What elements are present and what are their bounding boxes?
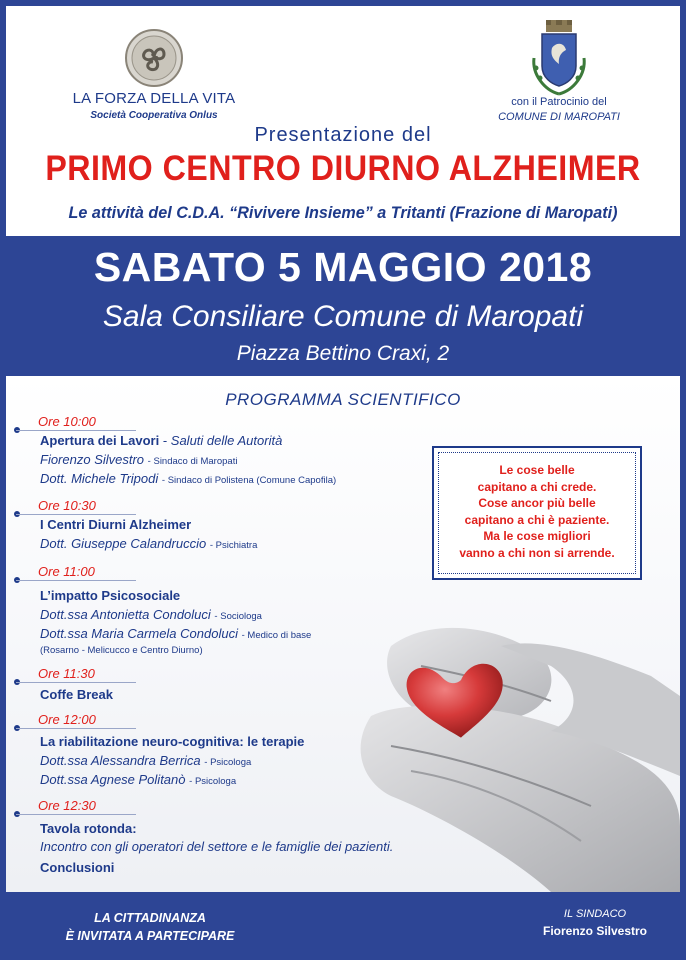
speaker-role: Psichiatra [215, 540, 258, 551]
speaker-role: Sociologa [220, 611, 262, 622]
quote-text [438, 452, 636, 574]
mayor-name: Fiorenzo Silvestro [542, 924, 648, 938]
slot-note: (Rosarno - Melicucco e Centro Diurno) [40, 645, 203, 656]
speaker: Dott.ssa Agnese Politanò - Psicologa [40, 772, 237, 787]
slot-detail: Incontro con gli operatori del settore e le famiglie dei pazienti. [40, 839, 394, 854]
speaker-name: Dott.ssa Alessandra Berrica [40, 753, 201, 768]
mayor-title: IL SINDACO [563, 908, 627, 920]
speaker: Fiorenzo Silvestro - Sindaco di Maropati [40, 452, 238, 467]
speaker: Dott. Giuseppe Calandruccio - Psichiatra [40, 536, 258, 551]
quote-line: Cose ancor più belle [478, 496, 596, 510]
quote-line: vanno a chi non si arrende. [459, 545, 615, 560]
hands-holding-heart-image [351, 606, 680, 892]
patronage-line1: con il Patrocinio del [511, 96, 607, 108]
invitation [40, 909, 260, 945]
page-title: PRIMO CENTRO DIURNO ALZHEIMER [45, 149, 641, 188]
slot-time: Ore 10:30 [38, 498, 96, 513]
speaker: Dott. Michele Tripodi - Sindaco di Polistena (Comune Capofila) [40, 471, 337, 486]
divider [16, 682, 136, 683]
slot-topic: Coffe Break [40, 687, 113, 702]
slot-time: Ore 12:30 [38, 798, 96, 813]
divider [16, 514, 136, 515]
slot-topic-line: Apertura dei Lavori - Saluti delle Autorità [40, 433, 283, 448]
event-address: Piazza Bettino Craxi, 2 [236, 342, 450, 365]
patronage-line2: COMUNE DI MAROPATI [498, 111, 620, 123]
org-subtitle: Società Cooperativa Onlus [90, 110, 218, 121]
slot-topic: Apertura dei Lavori [40, 433, 160, 448]
slot-topic: I Centri Diurni Alzheimer [40, 517, 192, 532]
slot-topic: L’impatto Psicosociale [40, 588, 181, 603]
program-panel [6, 376, 680, 892]
slot-time: Ore 11:00 [38, 564, 95, 579]
program-title: PROGRAMMA SCIENTIFICO [225, 390, 461, 409]
speaker-role: Sindaco di Polistena (Comune Capofila) [167, 475, 337, 486]
divider [16, 814, 136, 815]
page-subtitle: Le attività del C.D.A. “Rivivere Insieme” a Tritanti (Frazione di Maropati) [68, 203, 618, 222]
triskelion-logo-icon [124, 28, 184, 88]
quote-line: capitano a chi è paziente. [464, 512, 610, 527]
divider [16, 430, 136, 431]
slot-closing: Conclusioni [40, 860, 115, 875]
speaker-name: Dott. Michele Tripodi [40, 471, 159, 486]
event-venue: Sala Consiliare Comune di Maropati [102, 300, 584, 333]
divider [16, 580, 136, 581]
speaker-name: Dott.ssa Antonietta Condoluci [40, 607, 211, 622]
quote-line: capitano a chi crede. [477, 479, 597, 494]
municipal-crest-icon [526, 18, 592, 100]
slot-topic-note: Saluti delle Autorità [170, 433, 283, 448]
speaker-role: Psicologa [210, 757, 252, 768]
quote-line: Le cose belle [499, 463, 575, 477]
speaker: Dott.ssa Maria Carmela Condoluci - Medico di base [40, 626, 312, 641]
quote-line: Ma le cose migliori [483, 529, 591, 543]
event-date: SABATO 5 MAGGIO 2018 [93, 244, 593, 290]
invitation-line1: LA CITTADINANZA [94, 911, 206, 925]
org-name: LA FORZA DELLA VITA [72, 90, 236, 107]
invitation-line2: È INVITATA A PARTECIPARE [65, 929, 235, 943]
speaker: Dott.ssa Antonietta Condoluci - Sociologa [40, 607, 262, 622]
slot-time: Ore 10:00 [38, 414, 96, 429]
divider [16, 728, 136, 729]
speaker-role: Sindaco di Maropati [153, 456, 238, 467]
slot-topic: La riabilitazione neuro-cognitiva: le terapie [40, 734, 305, 749]
slot-time: Ore 11:30 [38, 666, 95, 681]
speaker-name: Dott. Giuseppe Calandruccio [40, 536, 207, 551]
speaker-name: Fiorenzo Silvestro [40, 452, 145, 467]
speaker-role: Psicologa [194, 776, 237, 787]
slot-topic: Tavola rotonda: [40, 821, 137, 836]
speaker: Dott.ssa Alessandra Berrica - Psicologa [40, 753, 252, 768]
slot-time: Ore 12:00 [38, 712, 96, 727]
presentation-label: Presentazione del [254, 124, 432, 146]
header-panel [6, 6, 680, 236]
speaker-name: Dott.ssa Agnese Politanò [40, 772, 186, 787]
quote-box [432, 446, 642, 580]
speaker-role: Medico di base [247, 630, 312, 641]
speaker-name: Dott.ssa Maria Carmela Condoluci [40, 626, 238, 641]
